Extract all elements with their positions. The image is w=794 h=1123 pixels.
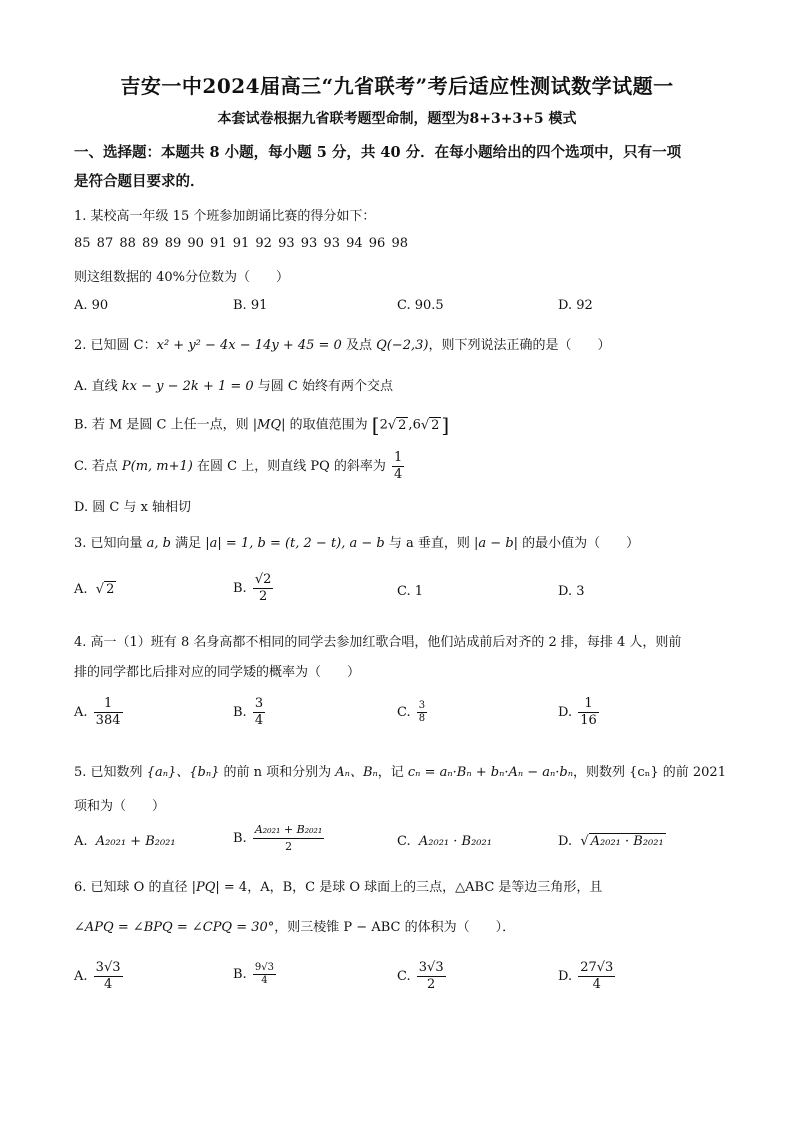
q4-line-2: 排的同学都比后排对应的同学矮的概率为（ ） (74, 665, 361, 680)
q2-b-mq: |MQ| (252, 417, 286, 433)
q3-b-label: B. (233, 581, 247, 596)
q3-stem-pre: 3. 已知向量 (74, 536, 147, 551)
q4-a-den: 384 (95, 713, 121, 728)
q2-b-range-left-coef: 2 (379, 417, 388, 433)
q5-c-expr: A₂₀₂₁ · B₂₀₂₁ (418, 834, 492, 849)
q2-b-mid: 的取值范围为 (285, 417, 372, 433)
section-instructions (74, 138, 726, 196)
q5-c-label: C. (397, 834, 411, 849)
q5-b-num: A₂₀₂₁ + B₂₀₂₁ (253, 822, 325, 839)
q2-stem-pre: 2. 已知圆 C： (74, 338, 157, 353)
q2-point-q: Q(−2,3) (376, 338, 429, 353)
q1-option-c: C. 90.5 (397, 298, 444, 313)
q1-stem: 1. 某校高一年级 15 个班参加朗诵比赛的得分如下： (74, 209, 376, 224)
q5-mid: 的前 n 项和分别为 (219, 765, 336, 780)
q5-d-radicand: A₂₀₂₁ · B₂₀₂₁ (590, 834, 664, 849)
q3-b-den: 2 (258, 589, 268, 604)
q6-pq: |PQ| (191, 880, 220, 895)
q3-option-c: C. 1 (397, 584, 424, 599)
q2-c-slope-den: 4 (394, 467, 403, 482)
q6-b-den: 4 (261, 975, 268, 986)
q6-a-den: 4 (103, 977, 113, 992)
q3-b-fraction (253, 572, 274, 605)
q6-d-num: 27√3 (580, 960, 614, 975)
q2-c-mid: 在圆 C 上，则直线 PQ 的斜率为 (192, 459, 391, 474)
q3-stem (74, 532, 639, 551)
q2-b-range-right-radicand: 2 (431, 417, 440, 433)
q4-c-num: 3 (418, 700, 426, 711)
q5-post: ，则数列 {cₙ} 的前 2021 (573, 765, 726, 780)
q3-b-num-radicand: 2 (263, 572, 272, 587)
q5-sums: Aₙ、Bₙ (335, 765, 378, 780)
q4-d-den: 16 (580, 713, 597, 728)
q5-option-c (397, 834, 492, 849)
q5-d-label: D. (558, 834, 573, 849)
q5-option-b (233, 822, 326, 855)
q6-d-den: 4 (592, 977, 601, 992)
q5-line-2: 项和为（ ） (74, 799, 166, 814)
q6-post: = 4，A，B，C 是球 O 球面上的三点，△ABC 是等边三角形，且 (219, 880, 603, 895)
q2-option-b: B. 若 M 是圆 C 上任一点，则 |MQ| 的取值范围为 [2√ 2 ,6√ 2 ] (74, 413, 450, 437)
q6-line-2 (74, 916, 515, 935)
q2-b-range-right-sqrt: √ 2 (420, 417, 440, 433)
q6-option-a (74, 960, 125, 993)
q5-mid2: ，记 (377, 765, 408, 780)
q6-line-1 (74, 876, 602, 895)
q6-a-label: A. (74, 969, 88, 984)
q4-c-fraction (417, 700, 427, 725)
q3-expression: |a − b| (474, 536, 519, 551)
q6-a-fraction (94, 960, 123, 993)
q5-b-label: B. (233, 831, 247, 846)
q6-b-num: 9√3 (254, 962, 274, 973)
q3-vectors: a, b (146, 536, 172, 551)
q2-option-a (74, 375, 393, 394)
q4-b-den: 4 (254, 713, 264, 728)
q6-d-fraction (578, 960, 615, 993)
q5-a-expr: A₂₀₂₁ + B₂₀₂₁ (95, 834, 176, 849)
q6-option-d (558, 960, 617, 993)
q5-pre: 5. 已知数列 (74, 765, 147, 780)
q6-pre: 6. 已知球 O 的直径 (74, 880, 192, 895)
q2-option-d: D. 圆 C 与 x 轴相切 (74, 500, 192, 515)
q5-b-fraction (253, 822, 325, 855)
page-title: 吉安一中2024届高三“九省联考”考后适应性测试数学试题一 (120, 74, 674, 98)
q6-c-fraction (417, 960, 446, 993)
q5-d-sqrt: √ A₂₀₂₁ · B₂₀₂₁ (580, 834, 664, 849)
q2-option-c (74, 450, 406, 483)
q3-option-a (74, 582, 116, 597)
q4-option-a (74, 696, 125, 729)
q2-a-line-equation: kx − y − 2k + 1 = 0 (121, 379, 254, 394)
q4-d-fraction (578, 696, 599, 729)
q2-c-pre: C. 若点 (74, 459, 122, 474)
q4-a-fraction (94, 696, 123, 729)
q3-stem-mid: 满足 (171, 536, 206, 551)
q5-sequences: {aₙ}、{bₙ} (146, 765, 220, 780)
q4-option-d (558, 696, 601, 729)
q4-d-label: D. (558, 705, 573, 720)
q4-a-num: 1 (94, 696, 123, 713)
q3-stem-mid2: 与 a 垂直，则 (384, 536, 475, 551)
q6-b-label: B. (233, 967, 247, 982)
q4-option-c (397, 700, 429, 725)
q3-stem-post: 的最小值为（ ） (518, 536, 640, 551)
q6-c-den: 2 (427, 977, 436, 992)
q4-b-fraction (253, 696, 265, 729)
q5-cn-definition: cₙ = aₙ·Bₙ + bₙ·Aₙ − aₙ·bₙ (407, 765, 574, 780)
q1-data: 85 87 88 89 89 90 91 91 92 93 93 93 94 96 98 (74, 236, 408, 251)
q4-option-b (233, 696, 267, 729)
q2-b-pre: B. 若 M 是圆 C 上任一点，则 (74, 417, 253, 433)
q3-condition: |a| = 1, b = (t, 2 − t), a − b (205, 536, 385, 551)
q3-option-d: D. 3 (558, 584, 585, 599)
q3-a-sqrt: √ 2 (95, 582, 115, 597)
q4-b-label: B. (233, 705, 247, 720)
q3-option-b (233, 572, 275, 605)
q2-a-pre: A. 直线 (74, 379, 122, 394)
q2-b-bracket-right: ] (441, 413, 450, 437)
q6-d-label: D. (558, 969, 573, 984)
q2-b-range-left-sqrt: √ 2 (387, 417, 407, 433)
q2-b-range-left-radicand: 2 (398, 417, 407, 433)
q5-option-a (74, 834, 176, 849)
q4-line-1: 4. 高一（1）班有 8 名身高都不相同的同学去参加红歌合唱，他们站成前后对齐的 2 排，每排 4 人，则前 (74, 635, 682, 650)
q6-option-b (233, 962, 278, 987)
q6-line-2-post: ，则三棱锥 P − ABC 的体积为（ ）． (274, 920, 516, 935)
q2-stem (74, 334, 610, 353)
q4-b-num: 3 (254, 696, 264, 711)
q2-c-slope-fraction (392, 450, 404, 483)
q4-c-label: C. (397, 705, 411, 720)
q6-c-num: 3√3 (418, 960, 444, 975)
q6-angle-condition: ∠APQ = ∠BPQ = ∠CPQ = 30° (74, 920, 275, 935)
q1-option-a: A. 90 (74, 298, 109, 313)
q4-a-label: A. (74, 705, 88, 720)
q5-a-label: A. (74, 834, 88, 849)
q2-circle-equation: x² + y² − 4x − 14y + 45 = 0 (156, 338, 342, 353)
q2-b-range-right-coef: 6 (412, 417, 421, 433)
page-subtitle: 本套试卷根据九省联考题型命制，题型为8+3+3+5 模式 (217, 111, 577, 127)
q2-stem-mid: 及点 (341, 338, 377, 353)
q3-b-num: √2 (254, 572, 272, 587)
q2-stem-post: ，则下列说法正确的是（ ） (428, 338, 611, 353)
q6-option-c (397, 960, 448, 993)
q6-c-label: C. (397, 969, 411, 984)
q4-d-num: 1 (578, 696, 599, 713)
section-line-1: 一、选择题：本题共 8 小题，每小题 5 分，共 40 分．在每小题给出的四个选项中，只有一项 (74, 144, 682, 161)
q1-ask: 则这组数据的 40%分位数为（ ） (74, 270, 290, 285)
q2-a-post: 与圆 C 始终有两个交点 (253, 379, 394, 394)
q6-a-num: 3√3 (95, 960, 121, 975)
q1-option-b: B. 91 (233, 298, 268, 313)
q3-a-label: A. (74, 582, 88, 597)
q4-c-den: 8 (418, 713, 426, 724)
q3-a-radicand: 2 (106, 582, 115, 597)
q2-c-slope-num: 1 (394, 450, 403, 465)
q5-line-1 (74, 761, 726, 780)
q2-c-point-p: P(m, m+1) (121, 459, 193, 474)
q1-option-d: D. 92 (558, 298, 593, 313)
q5-option-d (558, 834, 666, 849)
section-line-2: 是符合题目要求的． (74, 173, 205, 190)
q5-b-den: 2 (285, 840, 293, 853)
q2-b-bracket-left: [ (371, 413, 380, 437)
q6-b-fraction (253, 962, 276, 987)
